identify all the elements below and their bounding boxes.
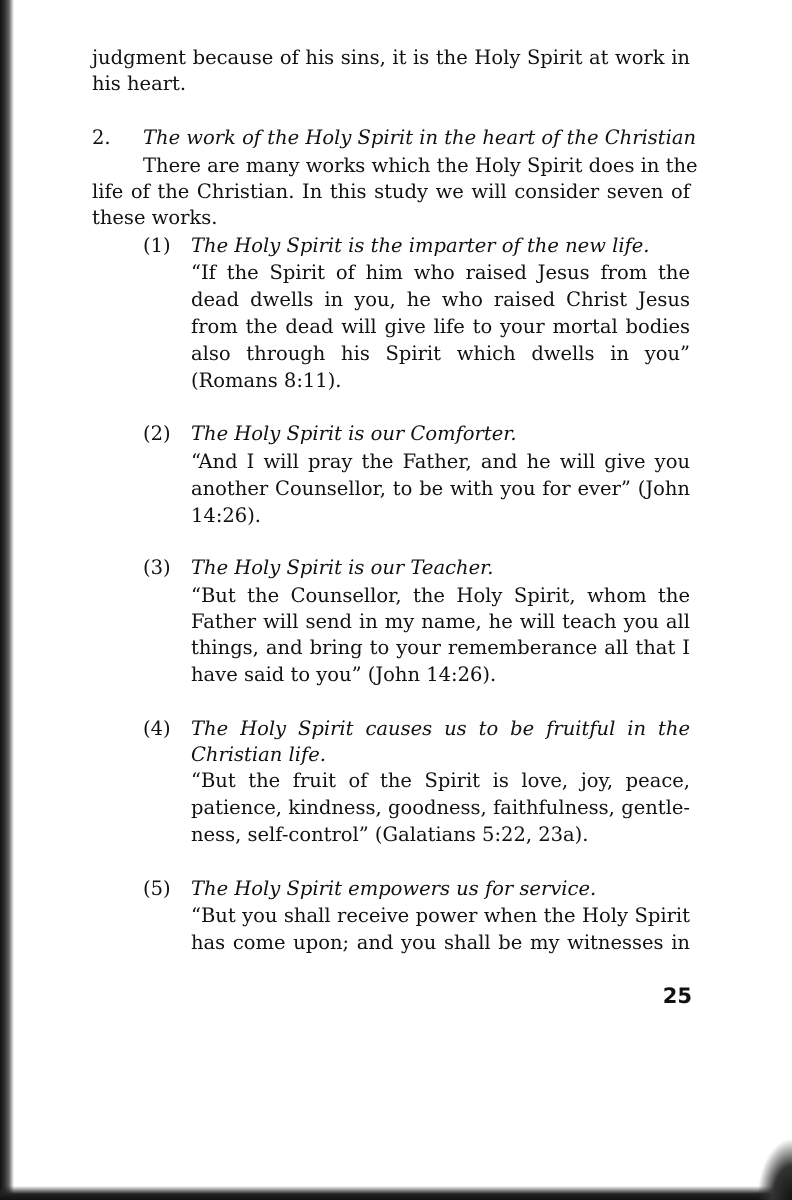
work-title: The Holy Spirit is the imparter of the new life. bbox=[191, 234, 650, 257]
work-number: (1) bbox=[143, 234, 171, 257]
text-line: There are many works which the Holy Spirit does in the bbox=[143, 154, 698, 177]
quote-line: “But the fruit of the Spirit is love, joy, peace, bbox=[191, 769, 690, 792]
page-number: 25 bbox=[662, 984, 692, 1008]
quote-line: dead dwells in you, he who raised Christ Jesus bbox=[191, 288, 690, 311]
quote-line: things, and bring to your rememberance all that I bbox=[191, 636, 690, 659]
work-title: The Holy Spirit causes us to be fruitful in the bbox=[191, 717, 690, 740]
page-scan-corner-curl bbox=[758, 1140, 792, 1200]
work-number: (3) bbox=[143, 556, 171, 579]
work-number: (2) bbox=[143, 422, 171, 445]
text-line: these works. bbox=[92, 206, 218, 229]
text-line: his heart. bbox=[92, 72, 187, 95]
text-line: judgment because of his sins, it is the Holy Spirit at work in bbox=[92, 46, 690, 69]
work-number: (5) bbox=[143, 877, 171, 900]
quote-line: “But the Counsellor, the Holy Spirit, whom the bbox=[191, 584, 690, 607]
quote-line: “If the Spirit of him who raised Jesus from the bbox=[191, 261, 690, 284]
work-title: The Holy Spirit empowers us for service. bbox=[191, 877, 597, 900]
quote-line: “And I will pray the Father, and he will give you bbox=[191, 450, 690, 473]
quote-line: also through his Spirit which dwells in you” bbox=[191, 342, 690, 365]
quote-line: “But you shall receive power when the Holy Spirit bbox=[191, 904, 690, 927]
quote-line: ness, self-control” (Galatians 5:22, 23a). bbox=[191, 823, 589, 846]
section-number: 2. bbox=[92, 126, 111, 149]
quote-line: (Romans 8:11). bbox=[191, 369, 342, 392]
work-title: Christian life. bbox=[191, 743, 326, 766]
quote-line: from the dead will give life to your mortal bodies bbox=[191, 315, 690, 338]
quote-line: Father will send in my name, he will teach you all bbox=[191, 610, 690, 633]
quote-line: has come upon; and you shall be my witnesses in bbox=[191, 931, 690, 954]
work-title: The Holy Spirit is our Comforter. bbox=[191, 422, 517, 445]
section-title: The work of the Holy Spirit in the heart of the Christian bbox=[143, 126, 697, 149]
work-number: (4) bbox=[143, 717, 171, 740]
quote-line: have said to you” (John 14:26). bbox=[191, 663, 497, 686]
page-scan-bottom-edge bbox=[0, 1186, 792, 1200]
quote-line: patience, kindness, goodness, faithfulness, gentle- bbox=[191, 796, 690, 819]
quote-line: another Counsellor, to be with you for ever” (John bbox=[191, 477, 690, 500]
text-line: life of the Christian. In this study we will consider seven of bbox=[92, 180, 690, 203]
quote-line: 14:26). bbox=[191, 504, 262, 527]
page-scan-left-edge bbox=[0, 0, 14, 1200]
work-title: The Holy Spirit is our Teacher. bbox=[191, 556, 494, 579]
